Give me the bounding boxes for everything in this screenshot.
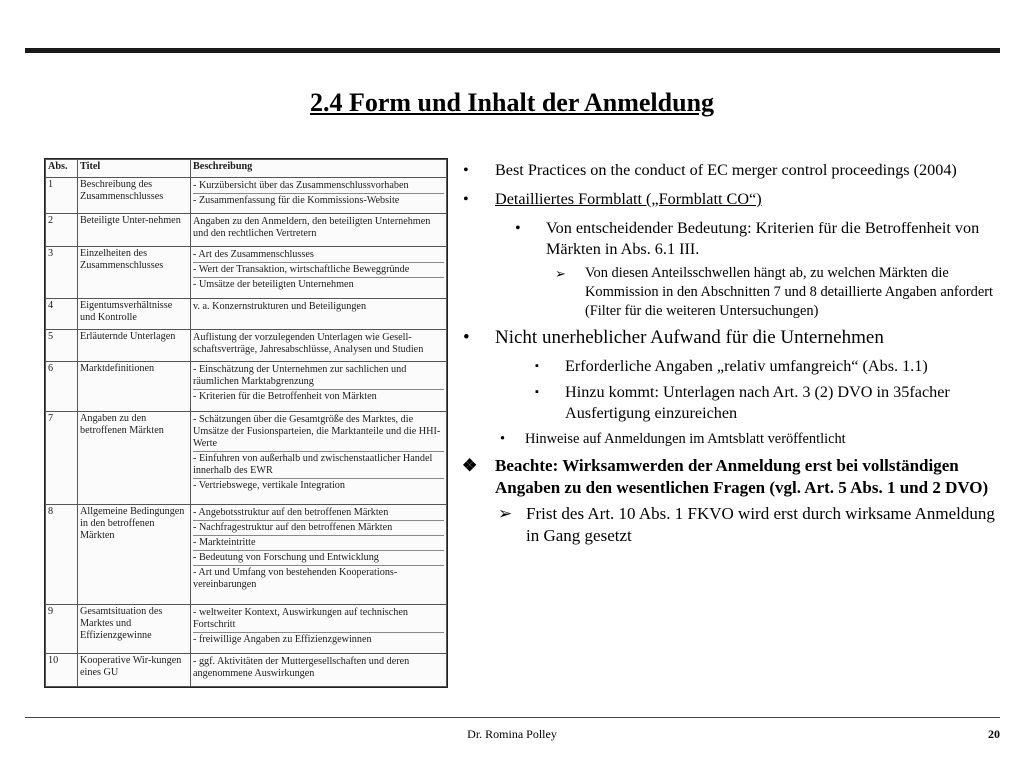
bullet-text: Hinzu kommt: Unterlagen nach Art. 3 (2) DVO in 35facher Ausfertigung einzureichen (565, 383, 950, 422)
row-titel: Beteiligte Unter-nehmen (78, 213, 191, 246)
row-abs: 5 (46, 329, 78, 362)
square-icon: ▪ (535, 386, 539, 398)
bullet-marker: • (463, 190, 469, 208)
bullet-text: Frist des Art. 10 Abs. 1 FKVO wird erst durch wirksame Anmeldung in Gang gesetzt (526, 504, 995, 545)
row-line: - Einfuhren von außerhalb und zwischenstaatlicher Handel innerhalb des EWR (193, 452, 444, 479)
row-titel: Kooperative Wir-kungen eines GU (78, 654, 191, 687)
table-row (46, 329, 447, 362)
top-rule (25, 48, 1000, 53)
bullet-best-practices (460, 160, 1005, 181)
form-co-table-image (44, 158, 448, 688)
bottom-rule (25, 717, 1000, 718)
table-row (46, 213, 447, 246)
table-body (46, 178, 447, 687)
row-titel: Gesamtsituation des Marktes und Effizienzgewinne (78, 604, 191, 653)
square-icon: ▪ (535, 360, 539, 372)
table-row (46, 362, 447, 411)
bullet-frist (460, 503, 1005, 547)
row-titel: Beschreibung des Zusammenschlusses (78, 178, 191, 214)
footer-author: Dr. Romina Polley (467, 727, 557, 741)
bullet-text: Best Practices on the conduct of EC merger control proceedings (2004) (495, 161, 957, 179)
row-line: Angaben zu den Anmeldern, den beteiligten Unternehmen und den rechtlichen Vertretern (193, 215, 431, 239)
row-line: - Art und Umfang von bestehenden Kooperations-vereinbarungen (193, 566, 398, 590)
row-line: - Schätzungen über die Gesamtgröße des Marktes, die Umsätze der Fusionsparteien, die Marktanteile und die HHI-Werte (193, 413, 444, 452)
table-row (46, 246, 447, 299)
bullet-formblatt (460, 189, 1005, 210)
row-line: - Einschätzung der Unternehmen zur sachlichen und räumlichen Marktabgrenzung (193, 363, 444, 390)
row-line: - Bedeutung von Forschung und Entwicklung (193, 551, 444, 566)
table-row (46, 411, 447, 504)
row-line: - Kurzübersicht über das Zusammenschlussvorhaben (193, 179, 444, 194)
note-beachte (460, 455, 1005, 499)
arrow-icon: ➢ (555, 266, 566, 281)
bullet-amtsblatt (460, 429, 1005, 450)
table-row (46, 504, 447, 604)
row-beschreibung (191, 604, 447, 653)
bullet-kriterien (460, 218, 1005, 260)
table-header-row (46, 160, 447, 178)
row-line: - Art des Zusammenschlusses (193, 248, 444, 263)
header-titel: Titel (78, 160, 191, 178)
arrow-icon: ➢ (498, 504, 513, 523)
bullet-unterlagen (460, 382, 1005, 424)
bullet-text: Erforderliche Angaben „relativ umfangreich“ (Abs. 1.1) (565, 357, 928, 375)
bullet-marker: • (463, 327, 470, 348)
row-titel: Marktdefinitionen (78, 362, 191, 411)
row-beschreibung (191, 213, 447, 246)
row-beschreibung (191, 504, 447, 604)
bullet-angaben (460, 356, 1005, 377)
row-titel: Eigentumsverhältnisse und Kontrolle (78, 299, 191, 329)
bullet-anteilsschwellen (460, 264, 1005, 321)
form-co-table (45, 159, 447, 687)
row-beschreibung (191, 654, 447, 687)
row-line: - weltweiter Kontext, Auswirkungen auf technischen Fortschritt (193, 606, 444, 633)
page-number: 20 (988, 727, 1000, 741)
bullet-text: Von diesen Anteilsschwellen hängt ab, zu welchen Märkten die Kommission in den Abschnitten 7 und 8 detaillierte Angaben anfordert (Filter für die weiteren Untersuchungen) (585, 265, 994, 319)
row-abs: 6 (46, 362, 78, 411)
bullet-text: Nicht unerheblicher Aufwand für die Unternehmen (495, 327, 884, 348)
bullet-aufwand (460, 326, 1005, 350)
row-beschreibung (191, 411, 447, 504)
header-abs: Abs. (46, 160, 78, 178)
diamond-icon: ❖ (462, 456, 478, 475)
row-line: - Umsätze der beteiligten Unternehmen (193, 278, 354, 290)
bullet-marker: • (515, 219, 521, 237)
bullet-text: Von entscheidender Bedeutung: Kriterien für die Betroffenheit von Märkten in Abs. 6.1 III. (546, 219, 980, 258)
bullet-list (460, 160, 1005, 547)
row-abs: 7 (46, 411, 78, 504)
header-beschreibung: Beschreibung (191, 160, 447, 178)
row-beschreibung (191, 299, 447, 329)
row-abs: 2 (46, 213, 78, 246)
table-row (46, 604, 447, 653)
row-abs: 1 (46, 178, 78, 214)
row-line: - Zusammenfassung für die Kommissions-Website (193, 195, 400, 206)
table-row (46, 654, 447, 687)
row-beschreibung (191, 246, 447, 299)
row-titel: Erläuternde Unterlagen (78, 329, 191, 362)
row-abs: 10 (46, 654, 78, 687)
row-line: Auflistung der vorzulegenden Unterlagen wie Gesell-schaftsverträge, Jahresabschlüsse, Analysen und Studien (193, 331, 424, 355)
bullet-marker: • (500, 431, 506, 447)
row-abs: 3 (46, 246, 78, 299)
row-line: - Vertriebswege, vertikale Integration (193, 479, 345, 491)
bullet-text: Hinweise auf Anmeldungen im Amtsblatt veröffentlicht (525, 431, 846, 447)
bullet-text: Detailliertes Formblatt („Formblatt CO“) (495, 190, 762, 208)
row-line: - ggf. Aktivitäten der Muttergesellschaften und deren angenommene Auswirkungen (193, 656, 410, 680)
row-abs: 8 (46, 504, 78, 604)
row-line: - Nachfragestruktur auf den betroffenen Märkten (193, 521, 444, 536)
row-line: - Angebotsstruktur auf den betroffenen Märkten (193, 506, 444, 521)
row-abs: 9 (46, 604, 78, 653)
row-line: v. a. Konzernstrukturen und Beteiligungen (193, 301, 367, 313)
row-line: - Kriterien für die Betroffenheit von Märkten (193, 391, 377, 403)
row-line: - Markteintritte (193, 536, 444, 551)
note-text: Beachte: Wirksamwerden der Anmeldung erst bei vollständigen Angaben zu den wesentlichen Fragen (vgl. Art. 5 Abs. 1 und 2 DVO) (495, 456, 989, 497)
row-titel: Einzelheiten des Zusammenschlusses (78, 246, 191, 299)
row-titel: Allgemeine Bedingungen in den betroffenen Märkten (78, 504, 191, 604)
row-line: - freiwillige Angaben zu Effizienzgewinnen (193, 633, 372, 645)
row-titel: Angaben zu den betroffenen Märkten (78, 411, 191, 504)
table-row (46, 299, 447, 329)
table-row (46, 178, 447, 214)
bullet-marker: • (463, 161, 469, 179)
row-beschreibung (191, 362, 447, 411)
row-beschreibung (191, 329, 447, 362)
row-line: - Wert der Transaktion, wirtschaftliche Beweggründe (193, 263, 444, 278)
row-abs: 4 (46, 299, 78, 329)
slide-title: 2.4 Form und Inhalt der Anmeldung (309, 88, 715, 117)
row-beschreibung (191, 178, 447, 214)
